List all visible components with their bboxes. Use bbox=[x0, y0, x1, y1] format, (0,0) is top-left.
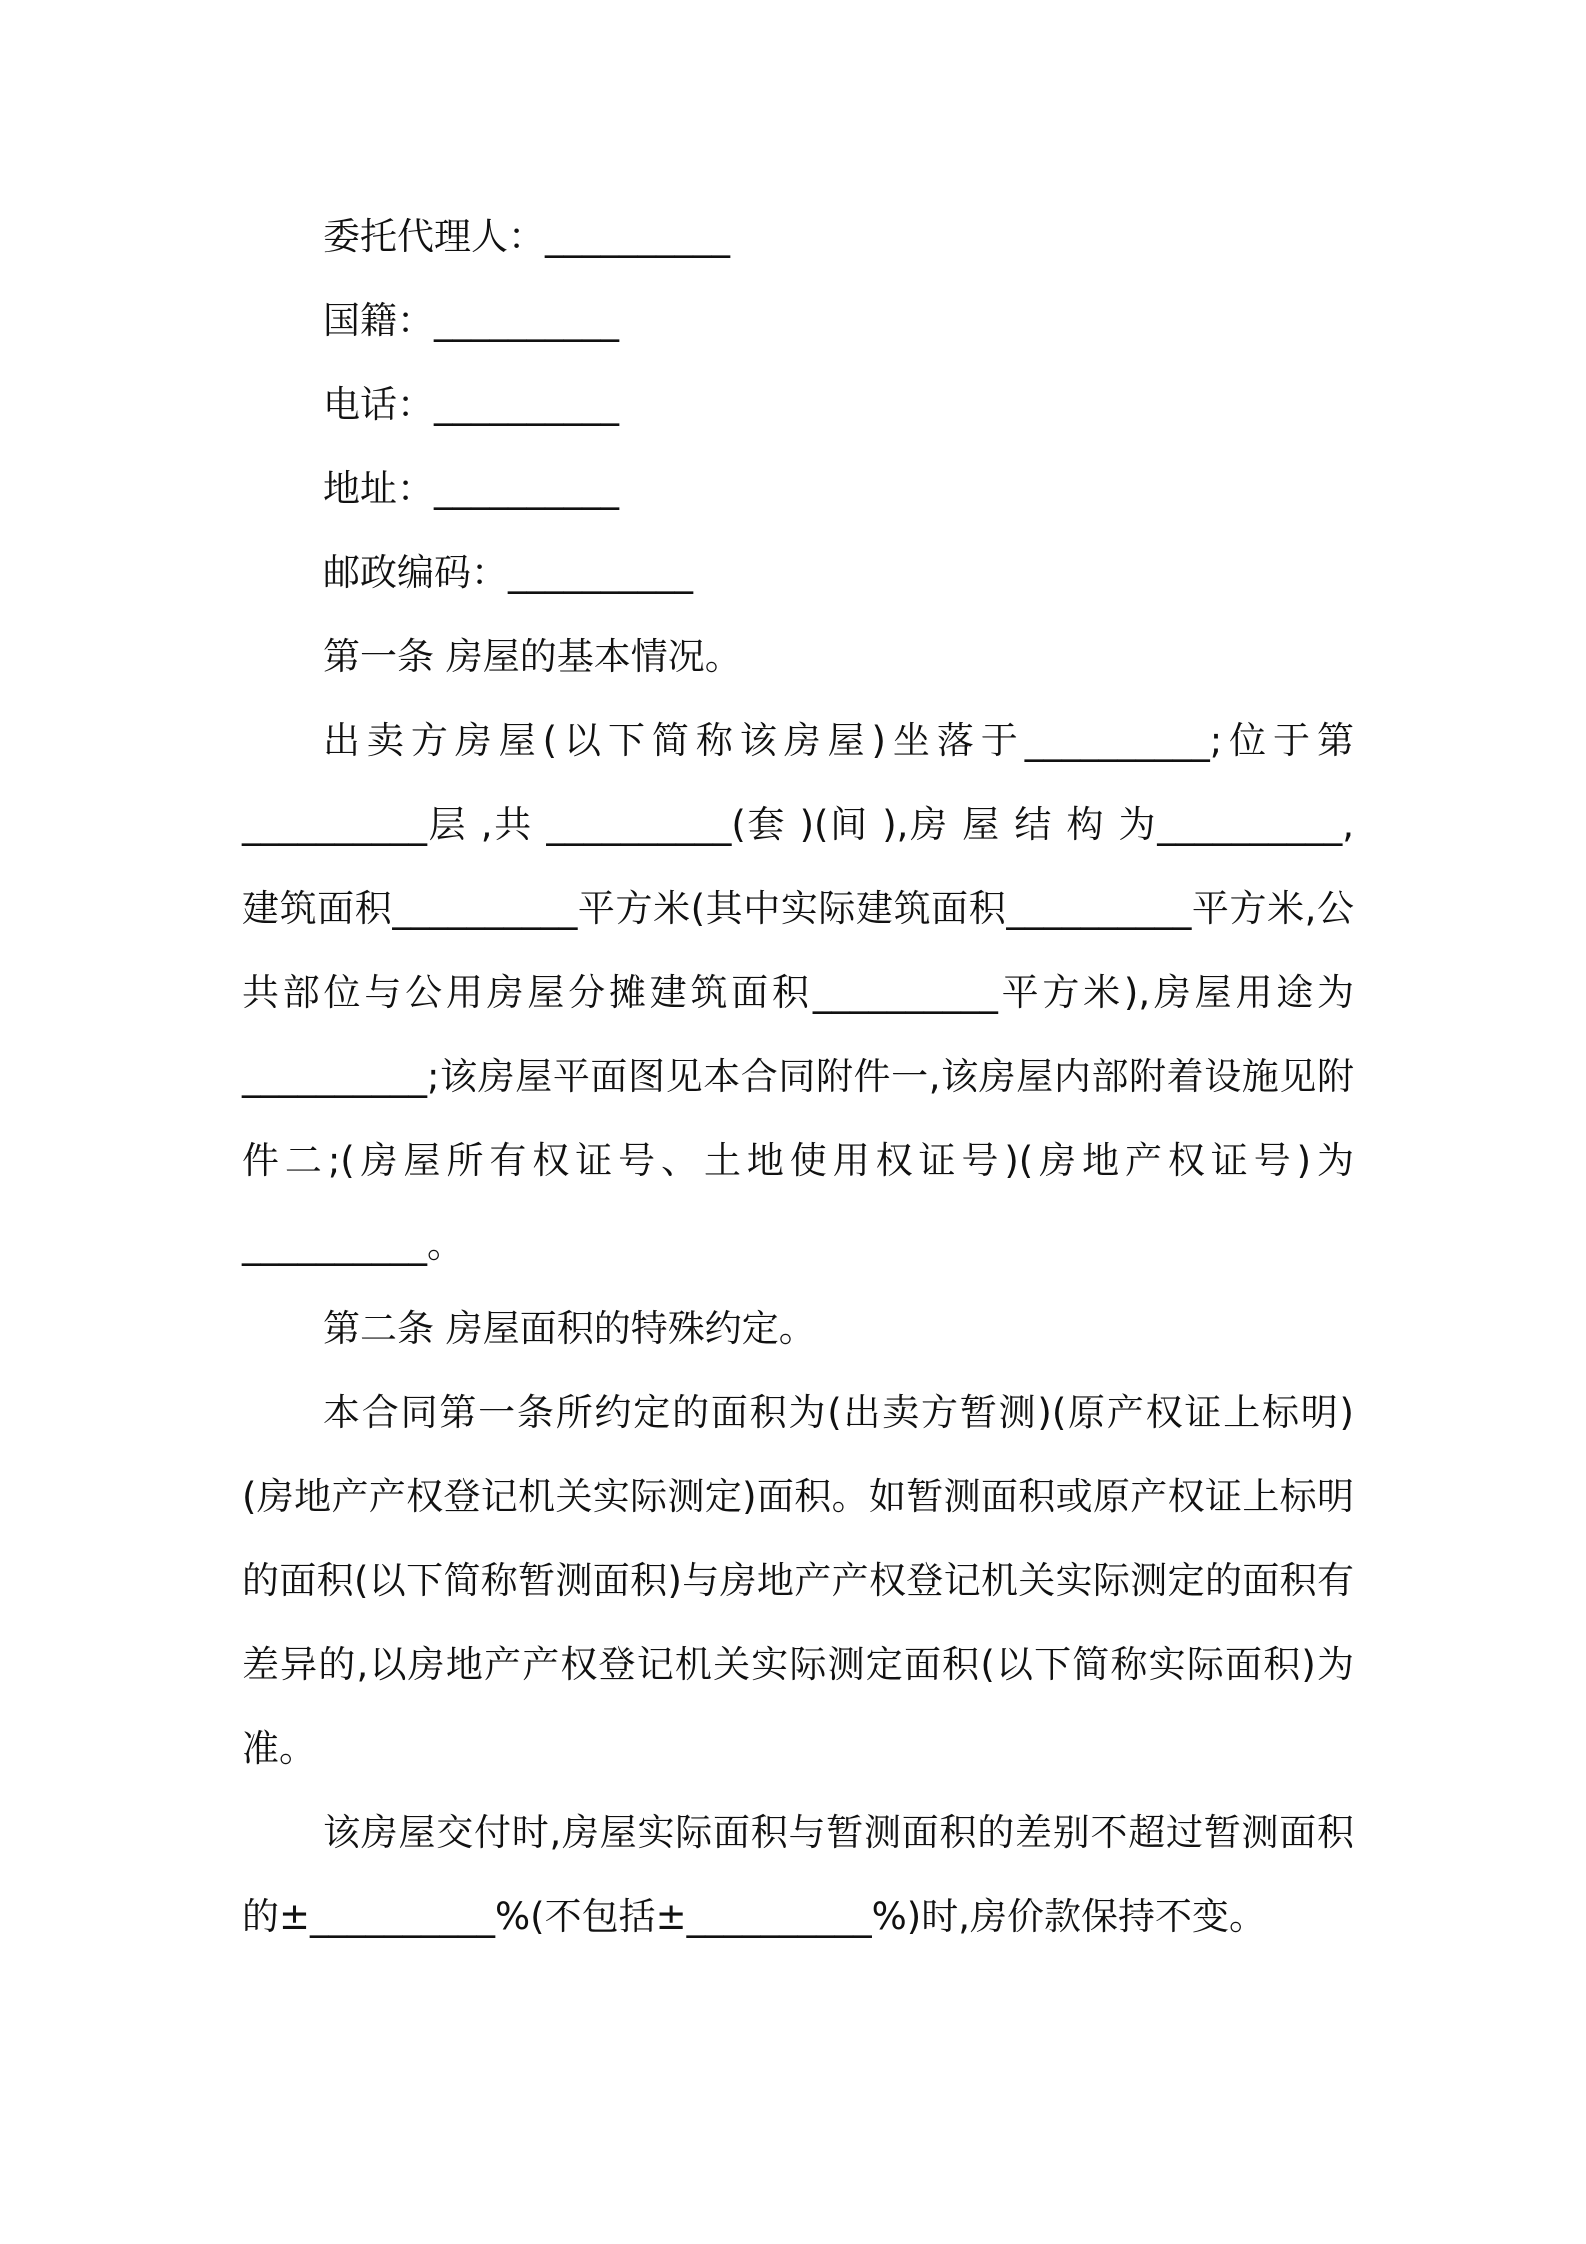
phone-label: 电话： bbox=[323, 383, 434, 426]
postal-code-blank: __________ bbox=[508, 551, 693, 594]
address-blank: __________ bbox=[434, 467, 619, 510]
postal-code-label: 邮政编码： bbox=[323, 551, 508, 594]
agent-blank: __________ bbox=[545, 215, 730, 258]
nationality-label: 国籍： bbox=[323, 299, 434, 342]
article1-heading: 第一条 房屋的基本情况。 bbox=[323, 635, 742, 678]
phone-field bbox=[242, 363, 1354, 447]
postal-code-field bbox=[242, 531, 1354, 615]
article2-paragraph-2: 该房屋交付时,房屋实际面积与暂测面积的差别不超过暂测面积的±__________%(不包括±__________%)时,房价款保持不变。 bbox=[242, 1811, 1354, 1938]
article2-paragraph-1: 本合同第一条所约定的面积为(出卖方暂测)(原产权证上标明)(房地产产权登记机关实际测定)面积。如暂测面积或原产权证上标明的面积(以下简称暂测面积)与房地产产权登记机关实际测定的面积有差异的,以房地产产权登记机关实际测定面积(以下简称实际面积)为准。 bbox=[242, 1391, 1354, 1770]
agent-field bbox=[242, 195, 1354, 279]
nationality-blank: __________ bbox=[434, 299, 619, 342]
address-field bbox=[242, 447, 1354, 531]
document-content bbox=[242, 195, 1354, 1959]
phone-blank: __________ bbox=[434, 383, 619, 426]
article1-body: 出卖方房屋(以下简称该房屋)坐落于__________;位于第__________层 ,共 __________(套 )(间 ),房 屋 结 构 为__________,建筑面积__________平方米(其中实际建筑面积__________平方米,公共部位与公用房屋分摊建筑面积__________平方米),房屋用途为__________;该房屋平面图见本合同附件一,该房屋内部附着设施见附件二;(房屋所有权证号、土地使用权证号)(房地产权证号)为__________。 bbox=[242, 719, 1354, 1266]
article2-heading: 第二条 房屋面积的特殊约定。 bbox=[323, 1307, 816, 1350]
agent-label: 委托代理人： bbox=[323, 215, 545, 258]
address-label: 地址： bbox=[323, 467, 434, 510]
nationality-field bbox=[242, 279, 1354, 363]
